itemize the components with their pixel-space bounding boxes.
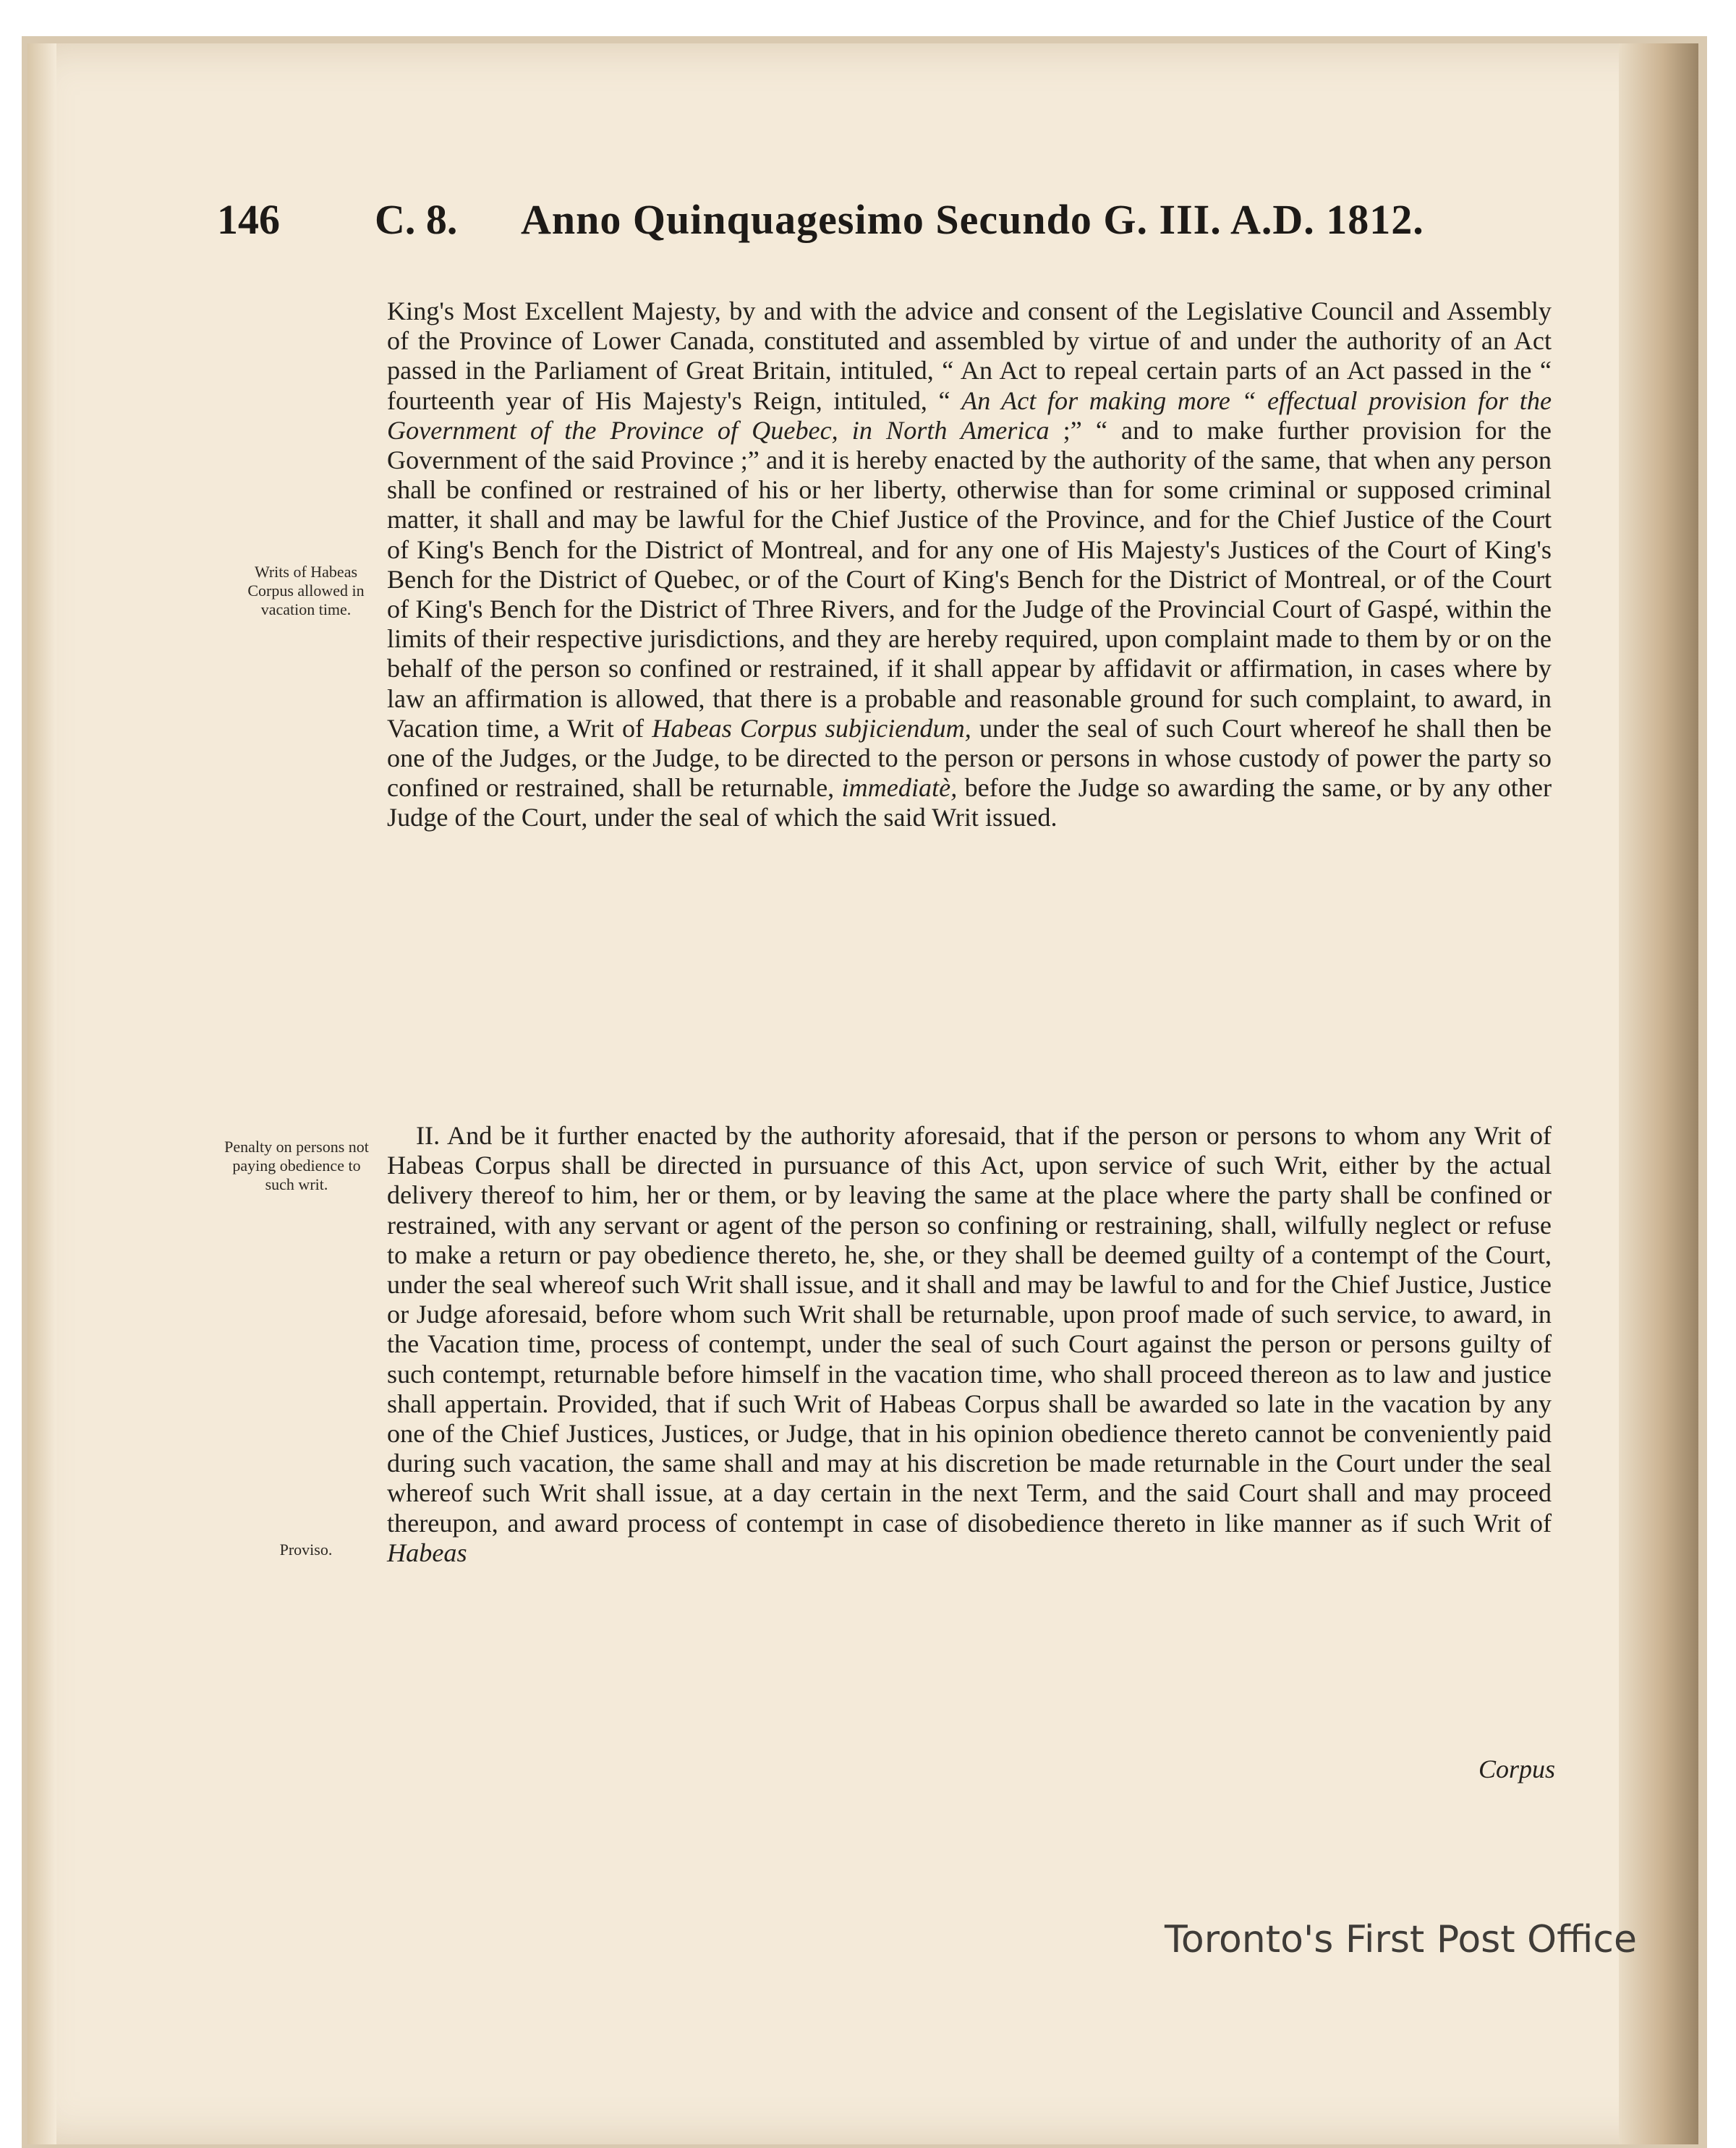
section-1-text-a: King's Most Excellent Majesty, by and with the advice and consent of the Legislative Council and Assembly of the Province of Lower Canada, constituted and assembled by virtue of and under the authority of an Act passed in the Parliament of Great Britain, intituled, “ An Act to repeal certain parts of an Act passed in the “ fourteenth year of His Majesty's Reign, intituled, “ — [387, 297, 1552, 415]
section-1-italic-writ: Habeas Corpus subjiciendum, — [652, 713, 971, 743]
marginal-note-proviso: Proviso. — [279, 1540, 333, 1559]
chapter-number: C. 8. — [375, 196, 458, 243]
section-2-paragraph — [387, 1121, 1552, 1568]
section-2-italic: Habeas — [387, 1538, 467, 1567]
catchword: Corpus — [1478, 1755, 1555, 1783]
marginal-note-writs: Writs of Habeas Corpus allowed in vacation time. — [247, 563, 365, 618]
page-left-edge — [27, 43, 56, 2144]
marginal-note-penalty: Penalty on persons not paying obedience to such writ. — [224, 1138, 369, 1193]
page-number: 146 — [217, 196, 280, 243]
section-1-paragraph — [387, 297, 1552, 833]
section-1-text-b: ;” “ and to make further provision for the Government of the said Province ;” and it is hereby enacted by the authority of the same, that when any person shall be confined or restrained of his or her liberty, otherwise than for some criminal or supposed criminal matter, it shall and may be lawful for the Chief Justice of the Province, and for the Chief Justice of the Court of King's Bench for the District of Montreal, and for any one of His Majesty's Justices of the Court of King's Bench for the District of Quebec, or of the Court of King's Bench for the District of Montreal, or of the Court of King's Bench for the District of Three Rivers, and for the Judge of the Provincial Court of Gaspé, within the limits of their respective jurisdictions, and they are hereby required, upon complaint made to them by or on the behalf of the person so confined or restrained, if it shall appear by affidavit or affirmation, in cases where by law an affirmation is allowed, that there is a probable and reasonable ground for such complaint, to award, in Vacation time, a Writ of — [387, 415, 1552, 743]
section-1-text-c: under the seal of such Court whereof he shall then be one of the Judges, or the Judge, to be directed to the person or persons in whose custody of power the party so confined or restrained, shall be returnable, — [387, 713, 1552, 803]
running-title: Anno Quinquagesimo Secundo G. III. A.D. 1812. — [521, 196, 1424, 243]
section-1-text-d: before the Judge so awarding the same, or by any other Judge of the Court, under the seal of which the said Writ issued. — [387, 773, 1552, 832]
section-2-text: II. And be it further enacted by the authority aforesaid, that if the person or persons to whom any Writ of Habeas Corpus shall be directed in pursuance of this Act, upon service of such Writ, either by the actual delivery thereof to him, her or them, or by leaving the same at the place where the party shall be confined or restrained, with any servant or agent of the person so confining or restraining, shall, wilfully neglect or refuse to make a return or pay obedience thereto, he, she, or they shall be deemed guilty of a contempt of the Court, under the seal whereof such Writ shall issue, and it shall and may be lawful to and for the Chief Justice, Justice or Judge aforesaid, before whom such Writ shall be returnable, upon proof made of such service, to award, in the Vacation time, process of contempt, under the seal of such Court against the person or persons guilty of such contempt, returnable before himself in the vacation time, who shall proceed thereon as to law and justice shall appertain. Provided, that if such Writ of Habeas Corpus shall be awarded so late in the vacation by any one of the Chief Justices, Justices, or Judge, that in his opinion obedience thereto cannot be conveniently paid during such vacation, the same shall and may at his discretion be made returnable in the Court under the seal whereof such Writ shall issue, at a day certain in the next Term, and the said Court shall and may proceed thereupon, and award process of contempt in case of disobedience thereto in like manner as if such Writ of — [387, 1121, 1552, 1538]
watermark: Toronto's First Post Office — [1165, 1918, 1637, 1961]
page-right-edge — [1619, 43, 1698, 2144]
section-1-italic-title: An Act for making more “ effectual provision for the Government of the Province of Quebec, in North America — [387, 385, 1552, 445]
section-1-italic-immediate: immediatè, — [841, 773, 958, 803]
running-header — [217, 195, 1555, 260]
